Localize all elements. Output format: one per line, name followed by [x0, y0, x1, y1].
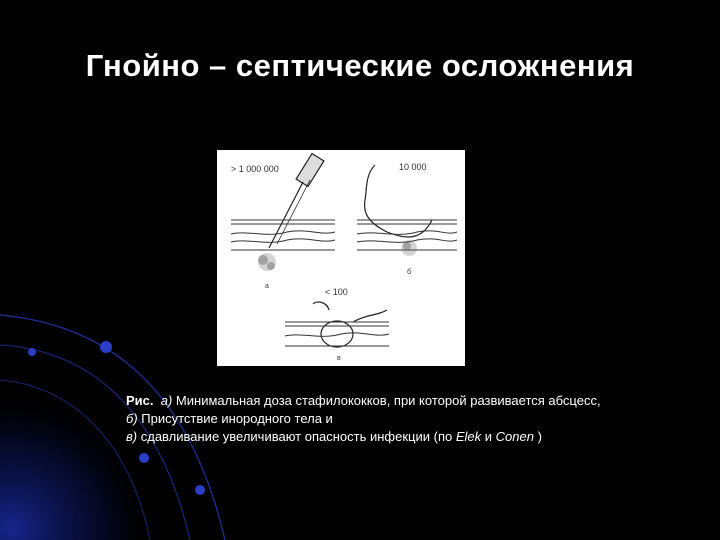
caption-text-3: сдавливание увеличивают опасность инфекции (по — [137, 429, 456, 444]
knot-thread — [313, 302, 387, 347]
caption-marker-a: а) — [160, 393, 173, 408]
label-b-count: 10 000 — [399, 162, 427, 172]
letter-b: б — [407, 269, 412, 276]
bacteria-cloud-b — [401, 240, 417, 256]
bacteria-cloud-a — [258, 253, 276, 271]
caption-end: ) — [533, 429, 542, 444]
caption-marker-c: в) — [126, 429, 138, 444]
decor-dot — [28, 348, 36, 356]
letter-a: a — [265, 283, 269, 290]
figure-illustration — [217, 150, 465, 366]
decor-dot — [195, 485, 205, 495]
letter-c: в — [337, 355, 341, 362]
caption-author-2: Conen — [495, 429, 534, 444]
slide-title: Гнойно – септические осложнения — [85, 48, 635, 83]
caption-line-3 — [126, 428, 686, 446]
tissue-layer-c — [285, 322, 389, 346]
decor-dot — [139, 453, 149, 463]
decor-dot — [100, 341, 112, 353]
caption-marker-b: б) — [126, 411, 138, 426]
label-a-count: > 1 000 000 — [231, 164, 279, 174]
caption-line-1 — [126, 392, 686, 410]
figure-drawing — [217, 150, 465, 366]
tissue-layer-a — [231, 220, 335, 250]
caption-text-1: Минимальная доза стафилококков, при которой развивается абсцесс, — [172, 393, 601, 408]
caption-prefix: Рис. — [126, 393, 154, 408]
suture-thread — [365, 165, 432, 237]
caption-author-1: Elek — [455, 429, 482, 444]
label-c-count: < 100 — [325, 287, 348, 297]
caption-text-2: Присутствие инородного тела и — [137, 411, 333, 426]
caption-and: и — [481, 429, 496, 444]
figure-caption — [126, 392, 686, 446]
caption-line-2 — [126, 410, 686, 428]
